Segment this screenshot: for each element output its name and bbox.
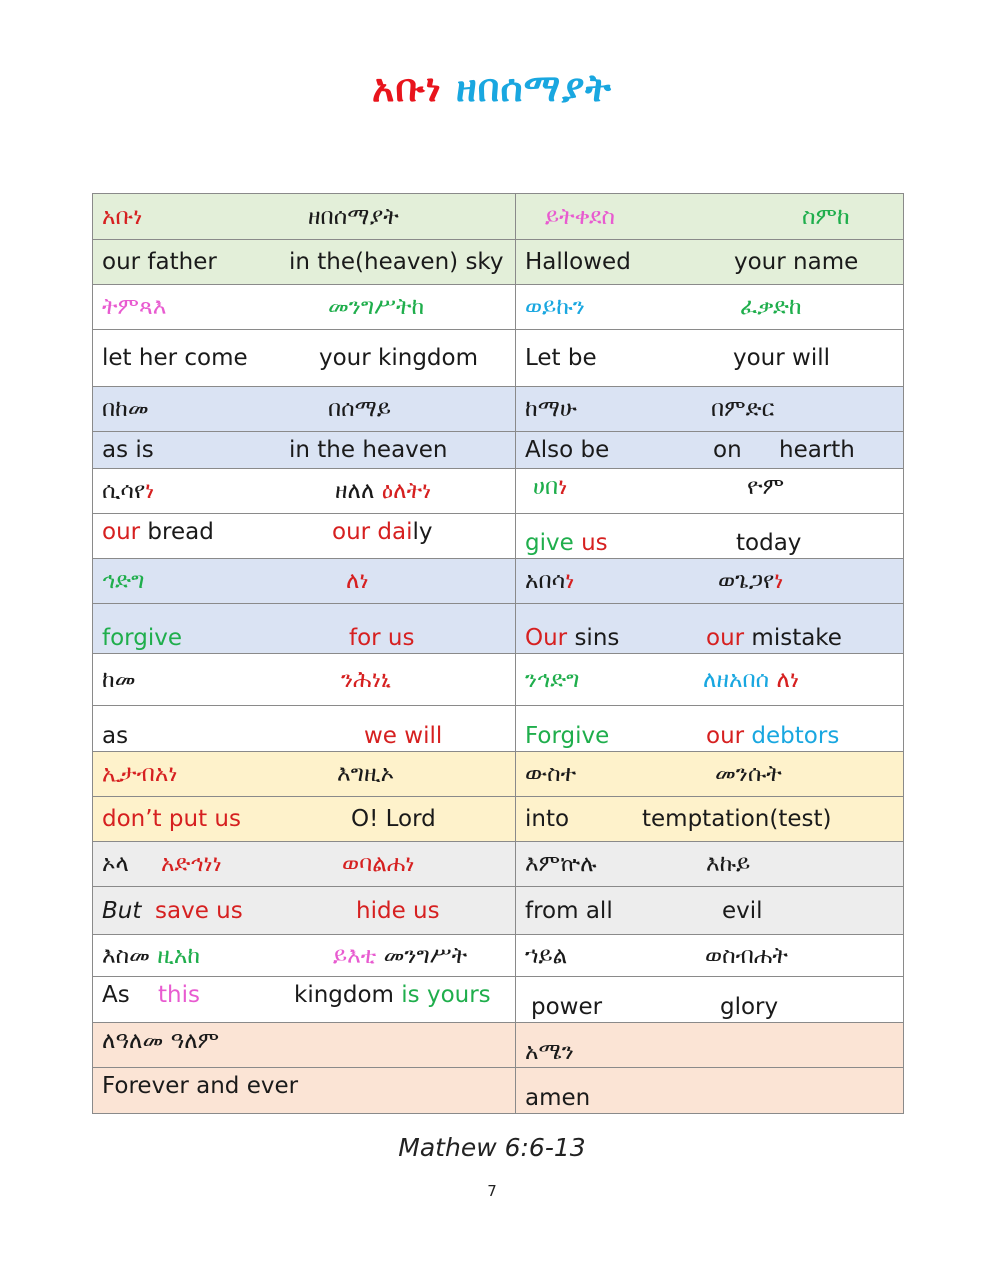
cell-text: As — [102, 981, 130, 1008]
title-part-2: ዘበሰማያት — [455, 66, 612, 110]
cell-text: debtors — [744, 722, 840, 749]
cell-text: ነ — [558, 473, 568, 500]
cell-text: ወባልሐነ — [342, 851, 415, 877]
cell-text: ly — [412, 518, 433, 545]
table-cell — [93, 194, 516, 240]
cell-text: ዘበሰማያት — [308, 203, 399, 230]
cell-text: እስመ — [102, 942, 150, 969]
title-part-1: አቡነ — [372, 66, 442, 110]
cell-text: በከመ — [102, 396, 149, 422]
table-cell — [93, 285, 516, 330]
cell-text: እኩይ — [706, 851, 751, 877]
cell-text: kingdom — [294, 981, 394, 1008]
cell-text: ስምከ — [802, 203, 850, 230]
cell-text: ኀይል — [525, 942, 568, 969]
cell-text: እምኵሉ — [525, 851, 597, 877]
page-title — [0, 66, 984, 111]
table-cell — [93, 1023, 516, 1068]
table-row — [93, 559, 904, 604]
table-cell — [516, 1023, 904, 1068]
cell-text: አድኅነነ — [161, 851, 222, 877]
cell-text: as — [102, 722, 129, 749]
table-row — [93, 240, 904, 285]
cell-text: ኢታብአነ — [102, 761, 178, 787]
table-cell — [516, 194, 904, 240]
cell-text: give — [525, 529, 574, 556]
table-row — [93, 432, 904, 469]
cell-text: ለነ — [346, 568, 369, 594]
table-row — [93, 1068, 904, 1114]
cell-text: your will — [733, 345, 831, 371]
table-cell — [516, 432, 904, 469]
cell-text: ከመ — [102, 666, 136, 693]
cell-text: በምድር — [711, 396, 775, 422]
prayer-table — [92, 193, 904, 1114]
table-cell — [93, 432, 516, 469]
cell-text: ወጌጋየ — [718, 568, 775, 594]
table-cell — [516, 977, 904, 1023]
cell-text: መንሱት — [715, 761, 782, 787]
cell-text: forgive — [102, 624, 182, 651]
cell-text: ወይኩን — [525, 294, 585, 320]
cell-text: ለነ — [769, 666, 800, 693]
cell-text: in the heaven — [289, 437, 448, 463]
table-cell — [516, 842, 904, 887]
cell-text: ለዘአበሰ — [703, 666, 770, 693]
cell-text: amen — [525, 1084, 591, 1111]
table-row — [93, 654, 904, 706]
cell-text: power — [531, 993, 603, 1020]
table-cell — [93, 604, 516, 654]
cell-text: us — [573, 529, 608, 556]
cell-text: Forgive — [525, 722, 610, 749]
cell-text: hide us — [356, 897, 440, 924]
table-cell — [516, 654, 904, 706]
cell-text: bread — [140, 518, 214, 545]
cell-text: your name — [734, 249, 859, 275]
cell-text: በሰማይ — [328, 396, 391, 422]
cell-text: አሜን — [525, 1038, 574, 1065]
table-cell — [516, 559, 904, 604]
table-row — [93, 977, 904, 1023]
cell-text: our — [102, 518, 141, 545]
cell-text: ዘለለ — [335, 478, 375, 504]
cell-text: መንግሥት — [376, 942, 468, 969]
cell-text: ከማሁ — [525, 396, 577, 422]
table-cell — [516, 752, 904, 797]
table-cell — [93, 387, 516, 432]
cell-text: our — [706, 722, 745, 749]
cell-text: today — [736, 529, 802, 556]
table-row — [93, 469, 904, 514]
cell-text: as is — [102, 437, 154, 463]
cell-text: our dai — [332, 518, 413, 545]
cell-text: ይትቀደስ — [545, 203, 616, 230]
table-cell — [516, 706, 904, 752]
table-cell — [93, 887, 516, 935]
cell-text: እግዚኦ — [337, 761, 395, 787]
table-cell — [93, 706, 516, 752]
table-row — [93, 797, 904, 842]
table-row — [93, 842, 904, 887]
table-cell — [93, 752, 516, 797]
table-row — [93, 706, 904, 752]
cell-text: ነ — [774, 568, 784, 594]
cell-text: is yours — [393, 981, 491, 1008]
table-cell — [93, 469, 516, 514]
cell-text: mistake — [744, 624, 842, 651]
cell-text: our father — [102, 249, 217, 275]
table-cell — [93, 514, 516, 559]
cell-text: ነ — [565, 568, 575, 594]
cell-text: ኅድግ — [102, 568, 145, 594]
cell-text: evil — [722, 897, 763, 924]
cell-text: ውስተ — [525, 761, 577, 787]
cell-text: ሀበ — [533, 473, 559, 500]
cell-text: Our — [525, 624, 568, 651]
cell-text: ነ — [145, 478, 155, 504]
table-row — [93, 194, 904, 240]
table-row — [93, 752, 904, 797]
cell-text: አበሳ — [525, 568, 566, 594]
cell-text: Also be — [525, 437, 610, 463]
cell-text: into — [525, 806, 570, 832]
table-row — [93, 285, 904, 330]
cell-text: sins — [567, 624, 620, 651]
cell-text: ለዓለመ ዓለም — [102, 1027, 220, 1054]
cell-text: ዮም — [747, 473, 785, 500]
cell-text: አቡነ — [102, 203, 143, 230]
table-cell — [93, 1068, 516, 1114]
table-row — [93, 887, 904, 935]
table-cell — [93, 797, 516, 842]
cell-text: ንኅድግ — [525, 666, 580, 693]
table-cell — [516, 240, 904, 285]
table-cell — [93, 935, 516, 977]
page-number: 7 — [487, 1182, 497, 1200]
cell-text: Hallowed — [525, 249, 631, 275]
table-row — [93, 604, 904, 654]
cell-text: on — [713, 437, 742, 463]
cell-text: But — [102, 897, 142, 924]
cell-text: hearth — [779, 437, 855, 463]
table-cell — [516, 387, 904, 432]
scripture-reference: Mathew 6:6-13 — [398, 1133, 586, 1162]
table-cell — [93, 559, 516, 604]
cell-text: Let be — [525, 345, 597, 371]
cell-text: your kingdom — [319, 345, 478, 371]
cell-text: ፈቃድከ — [740, 294, 802, 320]
table-cell — [93, 977, 516, 1023]
table-cell — [516, 935, 904, 977]
table-row — [93, 935, 904, 977]
cell-text: ኦላ — [102, 851, 129, 877]
cell-text: save us — [155, 897, 243, 924]
cell-text: our — [706, 624, 745, 651]
cell-text: ሲሳየ — [102, 478, 146, 504]
cell-text: ዚአከ — [149, 942, 201, 969]
cell-text: we will — [364, 722, 443, 749]
cell-text: ትምጻእ — [102, 294, 167, 320]
table-cell — [516, 469, 904, 514]
cell-text: glory — [720, 993, 779, 1020]
cell-text: from all — [525, 897, 613, 924]
table-cell — [516, 887, 904, 935]
cell-text: in the(heaven) sky — [289, 249, 504, 275]
cell-text: this — [158, 981, 200, 1008]
table-cell — [93, 842, 516, 887]
cell-text: ንሕነኒ — [341, 666, 391, 693]
table-cell — [93, 330, 516, 387]
table-row — [93, 514, 904, 559]
table-cell — [516, 285, 904, 330]
table-cell — [516, 1068, 904, 1114]
cell-text: for us — [349, 624, 415, 651]
cell-text: መንግሥትከ — [328, 294, 425, 320]
table-cell — [93, 240, 516, 285]
cell-text: ይእቲ — [333, 942, 377, 969]
table-cell — [516, 604, 904, 654]
cell-text: O! Lord — [351, 806, 436, 832]
cell-text: Forever and ever — [102, 1072, 299, 1099]
table-cell — [93, 654, 516, 706]
table-row — [93, 1023, 904, 1068]
table-cell — [516, 514, 904, 559]
cell-text: ዕለትነ — [381, 478, 432, 504]
cell-text: temptation(test) — [642, 806, 832, 832]
table-row — [93, 387, 904, 432]
table-cell — [516, 797, 904, 842]
cell-text: let her come — [102, 345, 248, 371]
cell-text: ወስብሐት — [705, 942, 788, 969]
table-cell — [516, 330, 904, 387]
table-row — [93, 330, 904, 387]
cell-text: don’t put us — [102, 806, 241, 832]
